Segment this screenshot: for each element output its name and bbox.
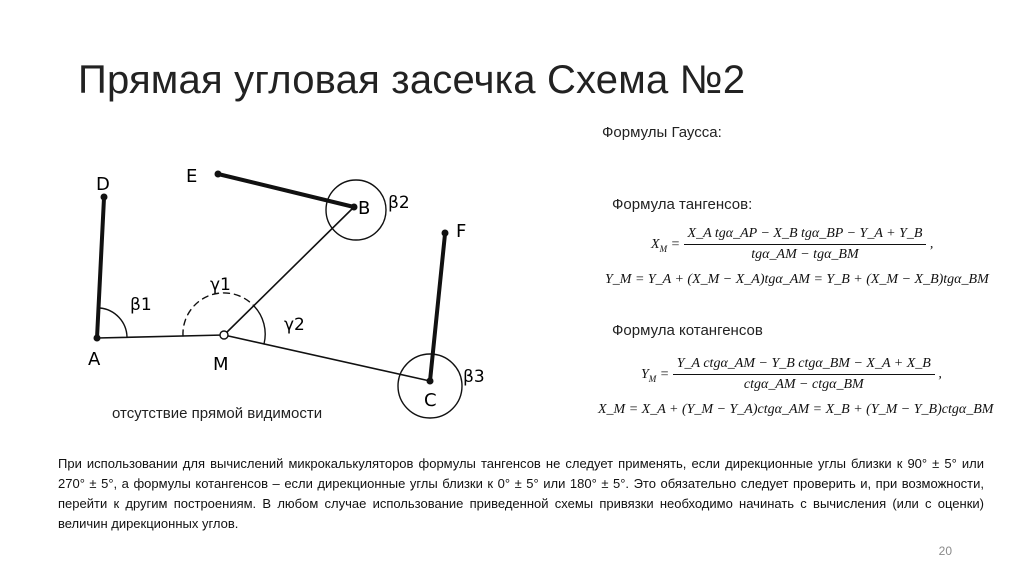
cotangent-formula-xm: X_M = X_A + (Y_M − Y_A)ctgα_AM = X_B + (Y_M − Y_B)ctgα_BM	[598, 402, 994, 417]
label-beta1: β1	[130, 295, 152, 315]
ym-denominator: ctgα_AM − ctgα_BM	[743, 377, 864, 392]
label-d: D	[96, 174, 110, 195]
arc-beta1	[100, 308, 127, 337]
cotangent-formula-ym: $Y_M$ = $\frac{\text{Y\_A ctgα\_AM − Y\_B ctgα\_BM − X\_A + X\_B}}{\text{ctgα\_AM − ctgα\_BM}}$ ,	[641, 356, 942, 392]
label-a: A	[88, 349, 101, 370]
ym-numerator: Y_A ctgα_AM − Y_B ctgα_BM − X_A + X_B	[673, 356, 935, 375]
point-a-dot	[94, 335, 101, 342]
tangent-formula-xm: $X_M$ = $\frac{\text{X\_A tgα\_AP − X\_B tgα\_BP − Y\_A + Y\_B}}{\text{tgα\_AM − tgα\_BM}}$ ,	[651, 226, 934, 262]
label-beta2: β2	[388, 193, 410, 213]
label-beta3: β3	[463, 367, 485, 387]
xm-lhs: $X_M$ =	[651, 236, 684, 254]
arc-gamma1	[183, 293, 254, 336]
arc-gamma2	[254, 306, 265, 344]
xm-denominator: tgα_AM − tgα_BM	[751, 247, 859, 262]
label-gamma2: γ2	[284, 315, 305, 335]
line-da	[97, 198, 104, 338]
cotangent-label: Формула котангенсов	[612, 322, 763, 339]
slide-title: Прямая угловая засечка Схема №2	[78, 58, 746, 102]
gauss-label: Формулы Гаусса:	[602, 124, 722, 141]
circle-beta2	[326, 180, 386, 240]
tangent-label: Формула тангенсов:	[612, 196, 753, 213]
line-mc	[224, 335, 430, 381]
point-c-dot	[427, 378, 434, 385]
point-e-dot	[215, 171, 222, 178]
point-b-dot	[351, 204, 358, 211]
ym-lhs: $Y_M$ =	[641, 366, 673, 384]
point-m-dot	[220, 331, 228, 339]
label-gamma1: γ1	[210, 275, 231, 295]
label-e: E	[186, 166, 198, 187]
label-c: C	[424, 390, 437, 411]
line-am	[97, 335, 224, 338]
usage-note-paragraph: При использовании для вычислений микрокалькуляторов формулы тангенсов не следует применять, если дирекционные углы близки к 90° ± 5° или 270° ± 5°, а формулы котангенсов – если дирекционные углы близки к 0° ± 5° или 180° ± 5°. Это обязательно следует проверить и, при возможности, перейти к другим построениям. В любом случае использование приведенной схемы привязки необходимо начинать с вычисления (или с оценки) величин дирекционных углов.	[58, 456, 984, 531]
label-m: M	[213, 354, 229, 375]
line-fc	[430, 234, 445, 381]
point-f-dot	[442, 230, 449, 237]
xm-numerator: X_A tgα_AP − X_B tgα_BP − Y_A + Y_B	[684, 226, 927, 245]
label-f: F	[456, 221, 467, 242]
label-b: B	[358, 198, 371, 219]
tangent-formula-ym: Y_M = Y_A + (X_M − X_A)tgα_AM = Y_B + (X_M − X_B)tgα_BM	[605, 272, 989, 287]
page-number: 20	[938, 544, 952, 558]
no-visibility-caption: отсутствие прямой видимости	[112, 405, 323, 422]
